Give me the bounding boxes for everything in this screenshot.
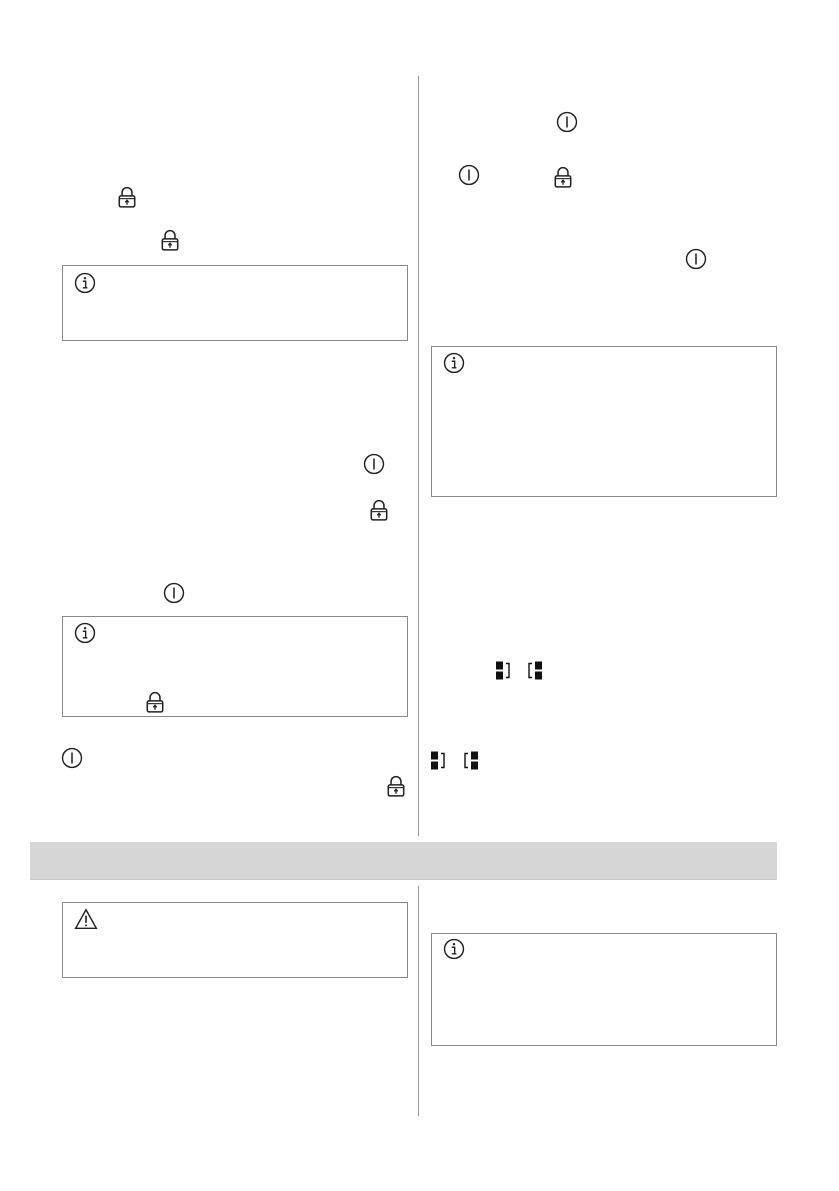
power-icon [458,164,480,186]
lock-icon [369,499,389,521]
info-note-box [431,933,777,1046]
power-icon [685,248,707,270]
lock-icon [160,229,180,251]
info-note-box [62,265,408,341]
power-icon [556,111,578,133]
info-note-box [62,616,408,717]
lock-icon [145,691,165,713]
info-icon [443,938,465,960]
warning-icon [74,908,98,930]
bridge-left-icon [495,660,513,681]
power-icon [363,453,385,475]
power-icon [61,747,83,769]
info-note-box [431,346,777,497]
lock-icon [553,166,573,188]
info-icon [74,272,96,294]
lock-icon [117,186,137,208]
info-icon [443,352,465,374]
column-divider-top [418,76,419,836]
bridge-left-icon [430,750,448,771]
warning-note-box [62,902,408,978]
column-divider-bottom [418,886,419,1116]
info-icon [74,622,96,644]
section-band-rule [30,879,777,880]
lock-icon [386,775,406,797]
bridge-right-icon [461,750,479,771]
bridge-right-icon [525,660,543,681]
section-heading-band [30,842,777,879]
power-icon [163,582,185,604]
